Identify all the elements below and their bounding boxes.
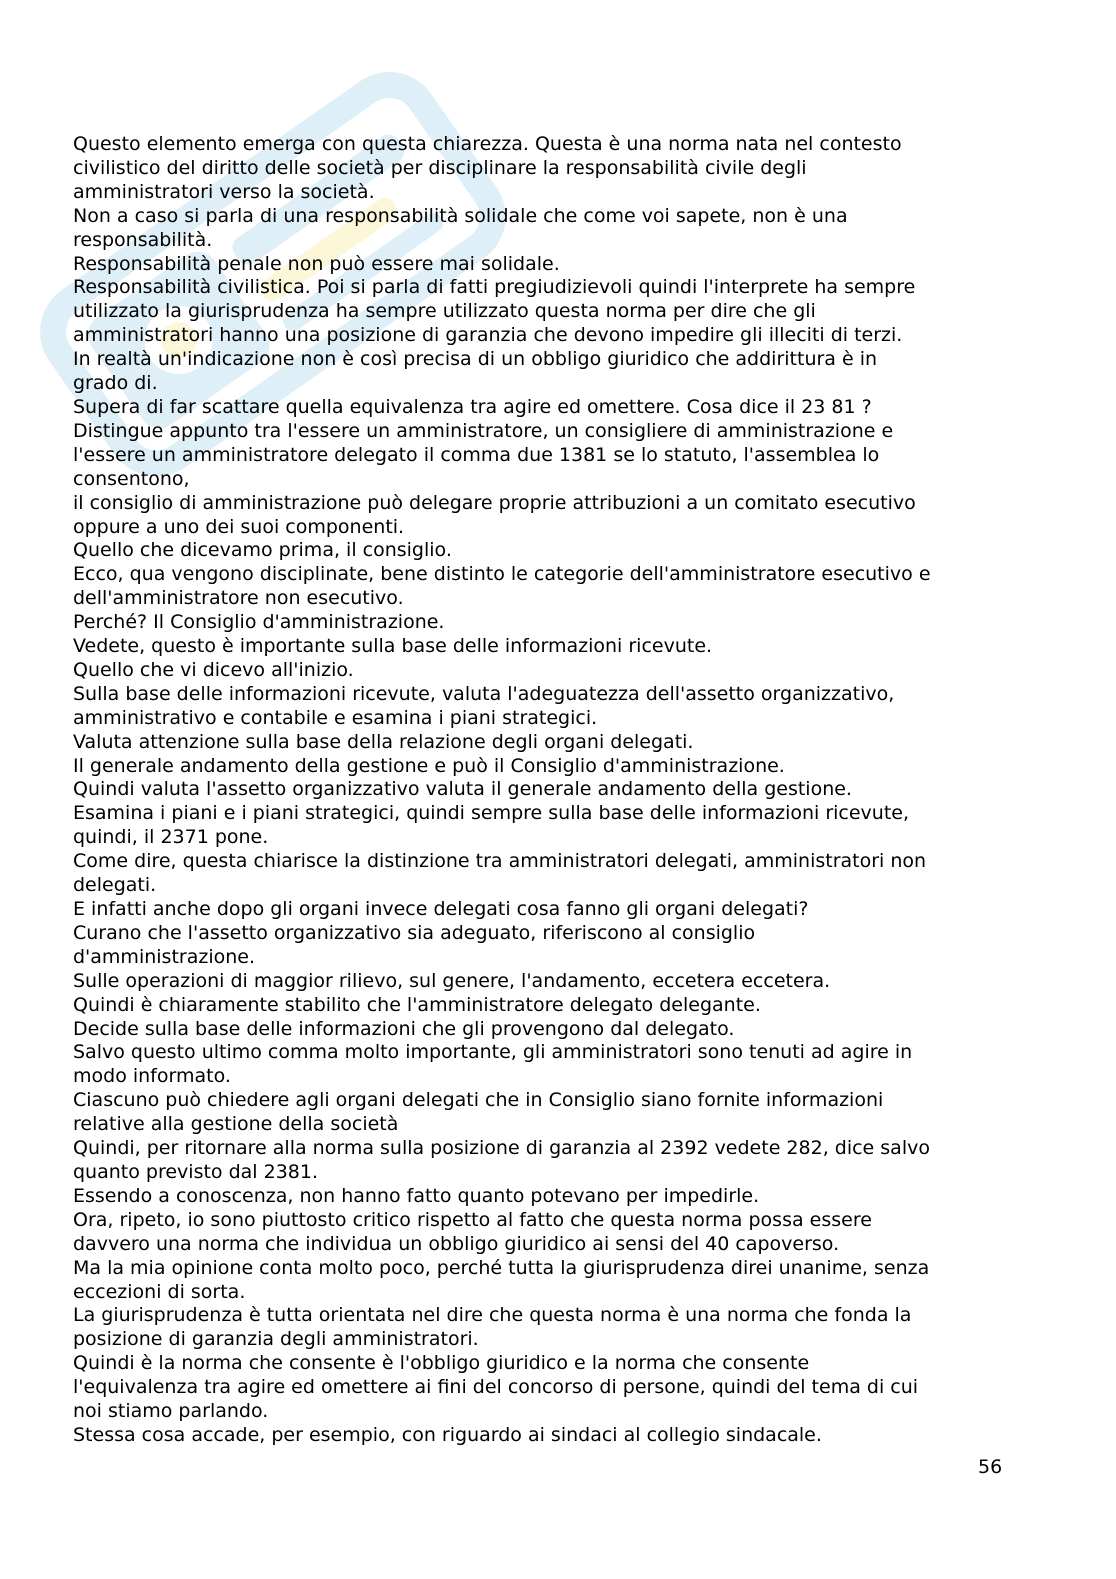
text-line: noi stiamo parlando. [73, 1400, 269, 1423]
text-line: Essendo a conoscenza, non hanno fatto quanto potevano per impedirle. [73, 1184, 760, 1207]
text-line: d'amministrazione. [73, 945, 255, 968]
text-line: Ciascuno può chiedere agli organi delegati che in Consiglio siano fornite informazioni [73, 1089, 884, 1112]
text-line: davvero una norma che individua un obbligo giuridico ai sensi del 40 capoverso. [73, 1232, 840, 1255]
text-line: eccezioni di sorta. [73, 1280, 246, 1303]
text-line: Perché? Il Consiglio d'amministrazione. [73, 611, 445, 634]
text-line: l'essere un amministratore delegato il comma due 1381 se lo statuto, l'assemblea lo [73, 443, 880, 466]
text-line: Sulla base delle informazioni ricevute, valuta l'adeguatezza dell'assetto organizzativo, [73, 682, 895, 705]
text-line: Quindi, per ritornare alla norma sulla posizione di garanzia al 2392 vedete 282, dice salvo [73, 1137, 930, 1160]
text-line: oppure a uno dei suoi componenti. [73, 515, 405, 538]
text-line: Quindi valuta l'assetto organizzativo valuta il generale andamento della gestione. [73, 778, 852, 801]
text-line: amministratori verso la società. [73, 180, 375, 203]
text-line: Questo elemento emerga con questa chiarezza. Questa è una norma nata nel contesto [73, 133, 902, 155]
text-line: il consiglio di amministrazione può delegare proprie attribuzioni a un comitato esecutivo [73, 491, 916, 514]
text-line: consentono, [73, 467, 190, 490]
text-line: Salvo questo ultimo comma molto importante, gli amministratori sono tenuti ad agire in [73, 1041, 913, 1064]
text-line: grado di. [73, 372, 158, 395]
text-line: amministratori hanno una posizione di garanzia che devono impedire gli illeciti di terzi. [73, 324, 903, 347]
text-line: La giurisprudenza è tutta orientata nel dire che questa norma è una norma che fonda la [73, 1304, 912, 1327]
text-line: Il generale andamento della gestione e può il Consiglio d'amministrazione. [73, 754, 785, 777]
text-line: modo informato. [73, 1065, 231, 1088]
text-line: E infatti anche dopo gli organi invece delegati cosa fanno gli organi delegati? [73, 898, 809, 920]
text-line: amministrativo e contabile e esamina i piani strategici. [73, 706, 598, 729]
text-line: Ma la mia opinione conta molto poco, perché tutta la giurisprudenza direi unanime, senza [73, 1256, 930, 1279]
text-line: Valuta attenzione sulla base della relazione degli organi delegati. [73, 730, 694, 753]
text-line: responsabilità. [73, 228, 213, 251]
text-line: Supera di far scattare quella equivalenza tra agire ed omettere. Cosa dice il 23 81 ? [73, 395, 872, 418]
text-line: Responsabilità penale non può essere mai solidale. [73, 252, 560, 275]
text-line: posizione di garanzia degli amministratori. [73, 1328, 479, 1351]
text-line: In realtà un'indicazione non è così precisa di un obbligo giuridico che addirittura è in [73, 348, 878, 371]
text-line: dell'amministratore non esecutivo. [73, 587, 404, 610]
text-line: Ecco, qua vengono disciplinate, bene distinto le categorie dell'amministratore esecutivo e [73, 563, 931, 586]
text-line: quanto previsto dal 2381. [73, 1160, 318, 1183]
text-line: Vedete, questo è importante sulla base delle informazioni ricevute. [73, 635, 713, 658]
text-line: Non a caso si parla di una responsabilità solidale che come voi sapete, non è una [73, 204, 848, 227]
text-line: Come dire, questa chiarisce la distinzione tra amministratori delegati, amministratori non [73, 850, 927, 873]
text-line: Quello che vi dicevo all'inizio. [73, 658, 354, 681]
text-line: Stessa cosa accade, per esempio, con riguardo ai sindaci al collegio sindacale. [73, 1423, 822, 1446]
text-line: Distingue appunto tra l'essere un amministratore, un consigliere di amministrazione e [73, 419, 894, 442]
body-text [73, 133, 1033, 1448]
text-line: Sulle operazioni di maggior rilievo, sul genere, l'andamento, eccetera eccetera. [73, 969, 831, 992]
text-line: Curano che l'assetto organizzativo sia adeguato, riferiscono al consiglio [73, 921, 756, 944]
text-line: utilizzato la giurisprudenza ha sempre utilizzato questa norma per dire che gli [73, 300, 816, 323]
text-line: Esamina i piani e i piani strategici, quindi sempre sulla base delle informazioni ricevute, [73, 802, 910, 825]
text-line: Responsabilità civilistica. Poi si parla di fatti pregiudizievoli quindi l'interprete ha sempre [73, 276, 916, 299]
text-line: Decide sulla base delle informazioni che gli provengono dal delegato. [73, 1017, 735, 1040]
text-line: Quindi è la norma che consente è l'obbligo giuridico e la norma che consente [73, 1352, 810, 1375]
text-line: Quello che dicevamo prima, il consiglio. [73, 539, 452, 562]
text-line: Ora, ripeto, io sono piuttosto critico rispetto al fatto che questa norma possa essere [73, 1208, 872, 1231]
text-line: relative alla gestione della società [73, 1113, 399, 1136]
text-line: l'equivalenza tra agire ed omettere ai fini del concorso di persone, quindi del tema di cui [73, 1376, 919, 1399]
text-line: delegati. [73, 874, 157, 897]
text-line: Quindi è chiaramente stabilito che l'amministratore delegato delegante. [73, 993, 761, 1016]
text-line: civilistico del diritto delle società per disciplinare la responsabilità civile degli [73, 156, 807, 179]
text-line: quindi, il 2371 pone. [73, 826, 269, 849]
page-number: 56 [978, 1456, 1003, 1478]
